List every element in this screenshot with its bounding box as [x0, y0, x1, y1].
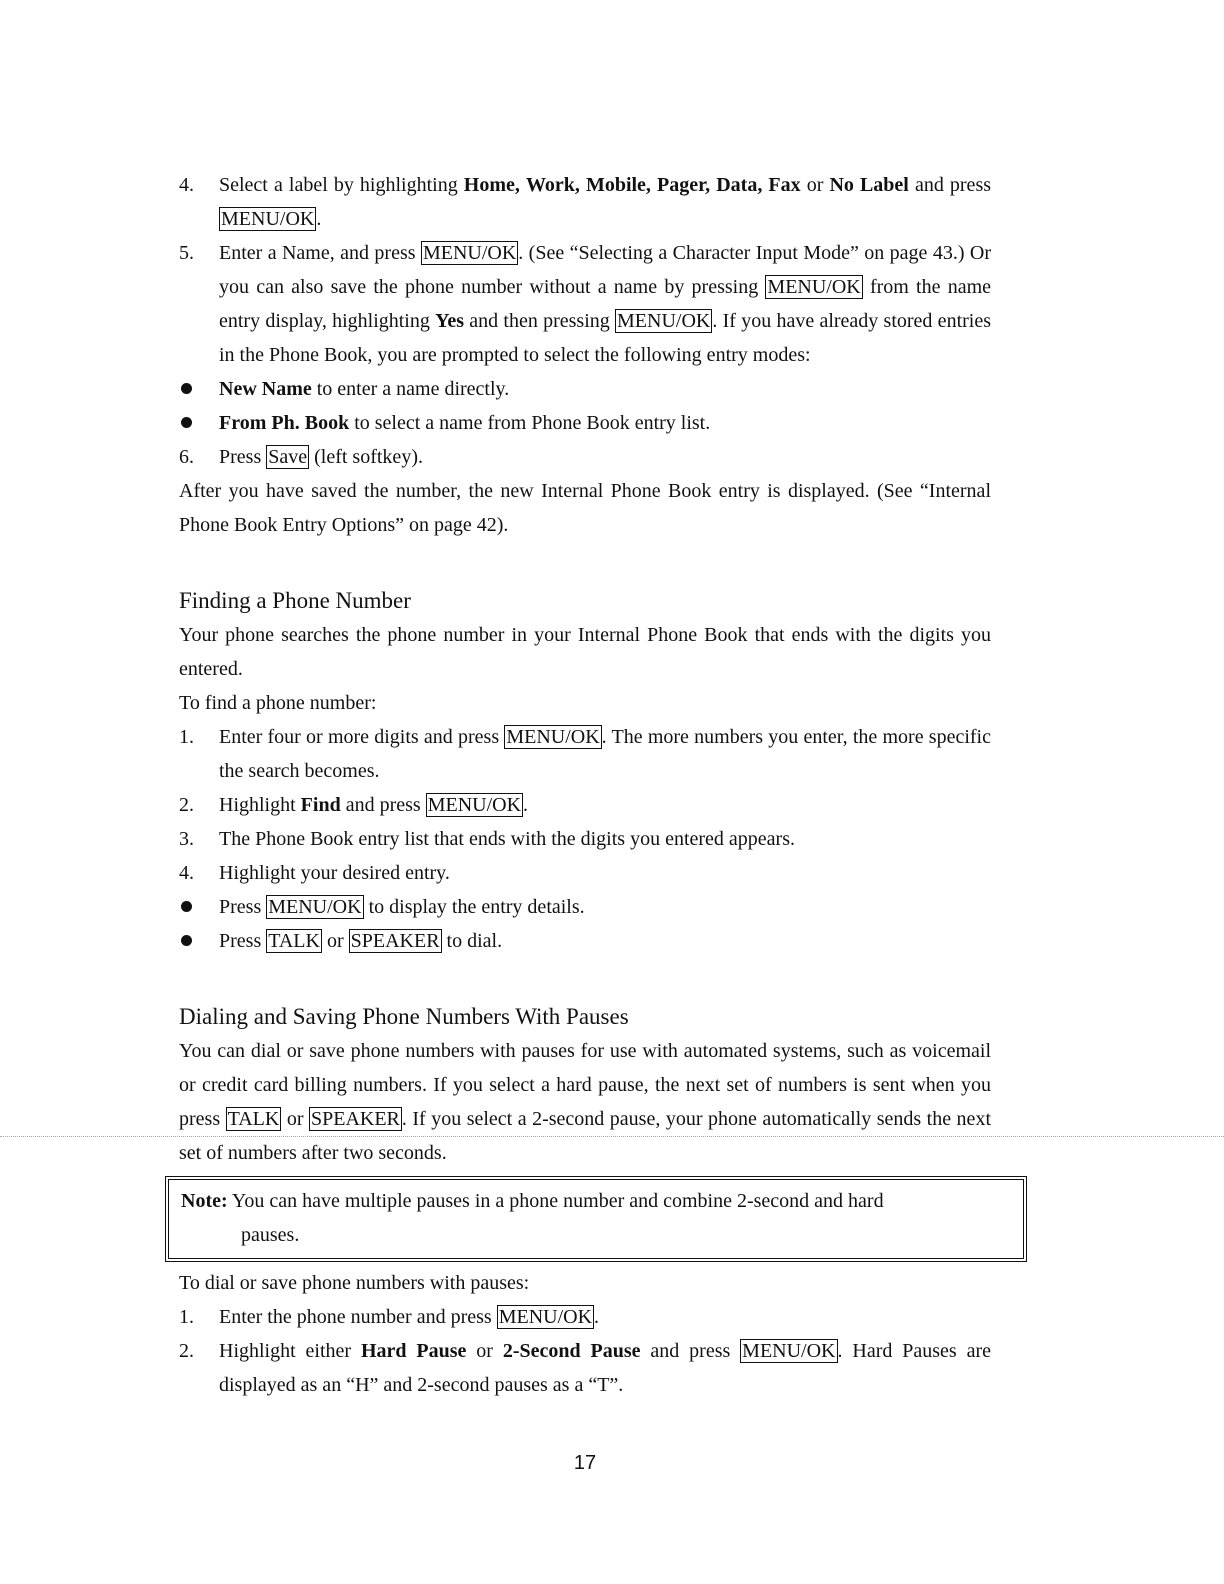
menu-ok-key: MENU/OK [767, 276, 861, 298]
step-number: 4. [179, 862, 194, 884]
step-number: 6. [179, 446, 194, 468]
section-heading-pauses: Dialing and Saving Phone Numbers With Pauses [179, 1004, 629, 1029]
pauses-intro: You can dial or save phone numbers with pauses for use with automated systems, such as voicemail or credit card billing numbers. If you select a hard pause, the next set of numbers is sent when you press TALK or SPEAKER . If you select a 2-second pause, your phone automatically sends the next set of numbers after two seconds. [179, 1040, 991, 1164]
note-label: Note: [181, 1190, 228, 1212]
step-number: 5. [179, 242, 194, 264]
menu-ok-key: MENU/OK [742, 1340, 836, 1362]
page-number: 17 [573, 1452, 597, 1474]
find-step-3: 3. The Phone Book entry list that ends with the digits you entered appears. [179, 822, 991, 856]
step-4 [179, 168, 991, 236]
entry-mode-new-name: New Name to enter a name directly. [179, 372, 991, 406]
section-heading-finding: Finding a Phone Number [179, 588, 411, 613]
pause-step-2: 2. Highlight either Hard Pause or 2-Second Pause and press MENU/OK . Hard Pauses are displayed as an “H” and 2-second pauses as a “T”. [179, 1334, 991, 1402]
bullet-icon [179, 890, 219, 924]
speaker-key: SPEAKER [350, 930, 440, 952]
talk-key: TALK [268, 930, 320, 952]
finding-intro: Your phone searches the phone number in your Internal Phone Book that ends with the digits you entered. [179, 624, 991, 680]
step-6 [179, 440, 991, 474]
step-text: Select a label by highlighting Home, Work, Mobile, Pager, Data, Fax or No Label and press MENU/OK . [219, 174, 992, 230]
note-text-cont: pauses. [241, 1224, 300, 1246]
menu-ok-key: MENU/OK [617, 310, 711, 332]
step-5 [179, 236, 991, 372]
find-step-4: 4. Highlight your desired entry. [179, 856, 991, 890]
note-text: You can have multiple pauses in a phone number and combine 2-second and hard [227, 1190, 884, 1212]
step-text: Press Save (left softkey). [219, 446, 423, 468]
step-number: 1. [179, 726, 194, 748]
menu-ok-key: MENU/OK [427, 794, 522, 816]
step-text: Enter a Name, and press MENU/OK . (See “Selecting a Character Input Mode” on page 43.) Or you can also save the phone number without a name by pressing MENU/OK from the name entry display, highlighting Yes and then pressing MENU/OK . If you have already stored entries in the Phone Book, you are prompted to select the following entry modes: [219, 242, 992, 366]
step-number: 3. [179, 828, 194, 850]
bullet-icon [179, 924, 219, 958]
find-bullet-dial: Press TALK or SPEAKER to dial. [179, 924, 991, 958]
step-number: 1. [179, 1306, 194, 1328]
bullet-icon [179, 372, 219, 406]
finding-lead: To find a phone number: [179, 692, 377, 714]
after-save-paragraph: After you have saved the number, the new Internal Phone Book entry is displayed. (See “Internal Phone Book Entry Options” on page 42). [179, 480, 991, 536]
bullet-icon [179, 406, 219, 440]
pause-step-1: 1. Enter the phone number and press MENU/OK . [179, 1300, 991, 1334]
note-box [165, 1176, 1027, 1262]
talk-key: TALK [227, 1108, 280, 1130]
menu-ok-key: MENU/OK [506, 726, 600, 748]
menu-ok-key: MENU/OK [268, 896, 362, 918]
find-step-1: 1. Enter four or more digits and press MENU/OK . The more numbers you enter, the more specific the search becomes. [179, 720, 991, 788]
menu-ok-key: MENU/OK [221, 208, 315, 230]
find-step-2: 2. Highlight Find and press MENU/OK . [179, 788, 991, 822]
entry-mode-from-phonebook: From Ph. Book to select a name from Phone Book entry list. [179, 406, 991, 440]
step-number: 2. [179, 794, 194, 816]
step-number: 2. [179, 1340, 194, 1362]
step-number: 4. [179, 174, 194, 196]
page-content [179, 168, 991, 1402]
find-bullet-details: Press MENU/OK to display the entry details. [179, 890, 991, 924]
save-key: Save [268, 446, 308, 468]
menu-ok-key: MENU/OK [498, 1306, 593, 1328]
pauses-lead: To dial or save phone numbers with pauses: [179, 1272, 530, 1294]
speaker-key: SPEAKER [310, 1108, 400, 1130]
menu-ok-key: MENU/OK [422, 242, 517, 264]
